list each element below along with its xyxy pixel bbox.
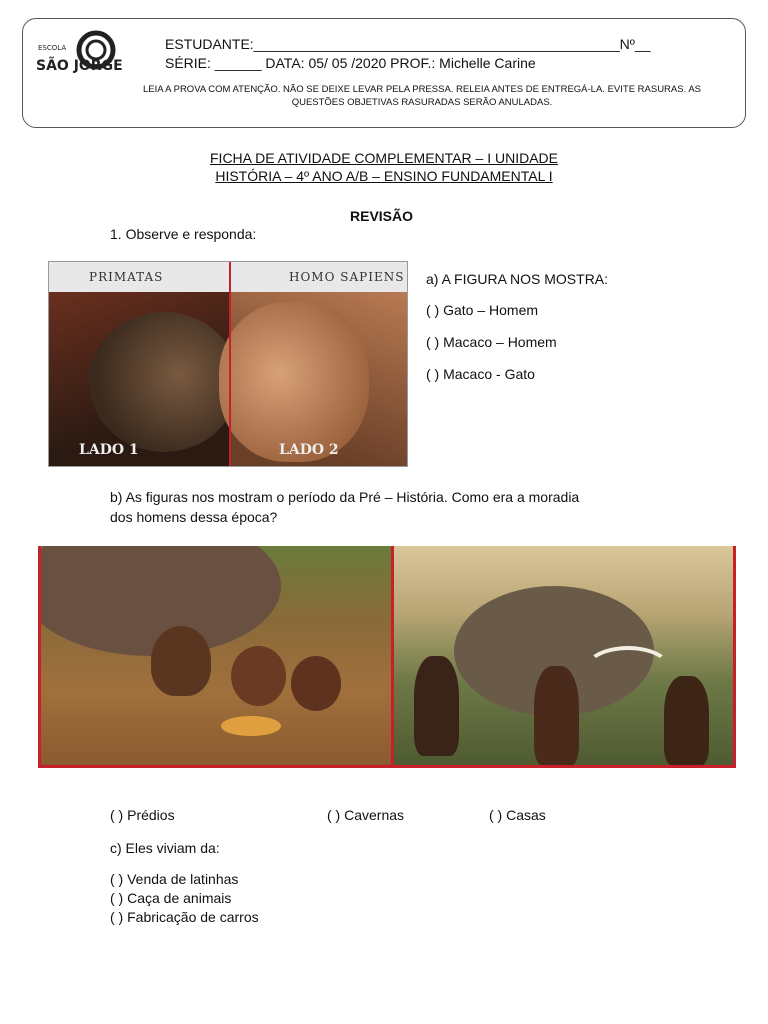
option-b-1[interactable]: ( ) Prédios (110, 807, 175, 823)
prehistory-image (38, 546, 736, 768)
option-a-3[interactable]: ( ) Macaco - Gato (426, 366, 535, 382)
logo-small-text: ESCOLA (38, 44, 67, 52)
logo-name-text: SÃO JORGE (36, 58, 123, 74)
option-b-2[interactable]: ( ) Cavernas (327, 807, 405, 823)
serie-date-prof-line: SÉRIE: ______ DATA: 05/ 05 /2020 PROF.: Michelle Carine (165, 55, 536, 71)
option-c-1[interactable]: ( ) Venda de latinhas (110, 871, 239, 887)
student-line: ESTUDANTE:_______________________________________________Nº__ (165, 36, 651, 52)
hunting-scene (394, 546, 736, 768)
label-lado-1: LADO 1 (79, 442, 139, 458)
title-line-2: HISTÓRIA – 4º ANO A/B – ENSINO FUNDAMENTAL I (215, 168, 553, 184)
label-lado-2: LADO 2 (279, 442, 339, 458)
human-face (229, 292, 407, 466)
label-primatas: PRIMATAS (89, 270, 164, 284)
revisao-heading: REVISÃO (350, 208, 414, 224)
cave-scene (41, 546, 391, 768)
header-box (22, 18, 746, 128)
label-homo-sapiens: HOMO SAPIENS (289, 270, 405, 284)
option-a-1[interactable]: ( ) Gato – Homem (426, 302, 539, 318)
option-c-2[interactable]: ( ) Caça de animais (110, 890, 232, 906)
school-logo (34, 30, 126, 76)
divider-line (229, 262, 231, 466)
question-b-line-1: b) As figuras nos mostram o período da Pré – História. Como era a moradia (110, 489, 580, 505)
question-1-prompt: 1. Observe e responda: (110, 226, 257, 242)
question-b-line-2: dos homens dessa época? (110, 509, 278, 525)
option-a-2[interactable]: ( ) Macaco – Homem (426, 334, 557, 350)
title-line-1: FICHA DE ATIVIDADE COMPLEMENTAR – I UNIDADE (210, 150, 558, 166)
ape-face (49, 292, 229, 466)
option-c-3[interactable]: ( ) Fabricação de carros (110, 909, 259, 925)
question-a: a) A FIGURA NOS MOSTRA: (426, 271, 609, 287)
question-c: c) Eles viviam da: (110, 840, 220, 856)
option-b-3[interactable]: ( ) Casas (489, 807, 546, 823)
warning-text: LEIA A PROVA COM ATENÇÃO. NÃO SE DEIXE LEVAR PELA PRESSA. RELEIA ANTES DE ENTREGÁ-LA. EVITE RASURAS. AS QUESTÕES OBJETIVAS RASURADAS SERÃO ANULADAS. (142, 84, 702, 108)
primates-homo-image (48, 261, 408, 467)
